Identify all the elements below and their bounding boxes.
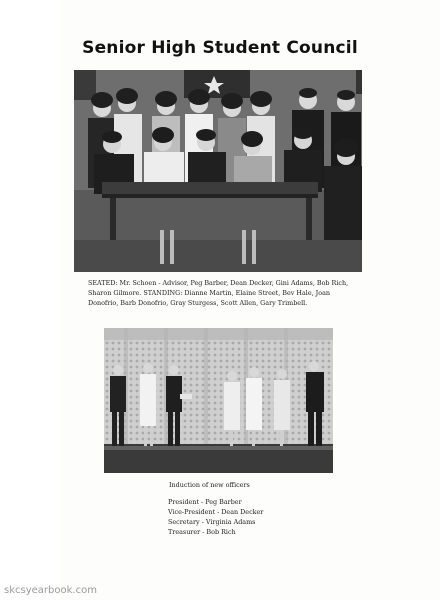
- student-council-photo-art: [74, 70, 362, 272]
- induction-photo: [104, 328, 333, 473]
- officer-president: President - Peg Barber: [168, 498, 242, 506]
- officer-list: [168, 497, 263, 537]
- site-watermark: skcsyearbook.com: [4, 585, 97, 596]
- induction-photo-art: [104, 328, 333, 473]
- page-title: Senior High Student Council: [82, 38, 358, 58]
- officer-treasurer: Treasurer - Bob Rich: [168, 528, 236, 536]
- student-council-photo: [74, 70, 362, 272]
- photo-caption: SEATED: Mr. Schoen - Advisor, Peg Barber, Dean Decker, Gini Adams, Bob Rich, Sharon Gilmore. STANDING: Dianne Martin, Elaine Street, Bev Hale, Joan Donofrio, Barb Donofrio, Gray Sturgess, Scott Allen, Gary Trimbell.: [88, 279, 349, 307]
- officer-secretary: Secretary - Virginia Adams: [168, 518, 256, 526]
- officer-vice-president: Vice-President - Dean Decker: [168, 508, 264, 516]
- induction-caption: Induction of new officers: [169, 481, 250, 489]
